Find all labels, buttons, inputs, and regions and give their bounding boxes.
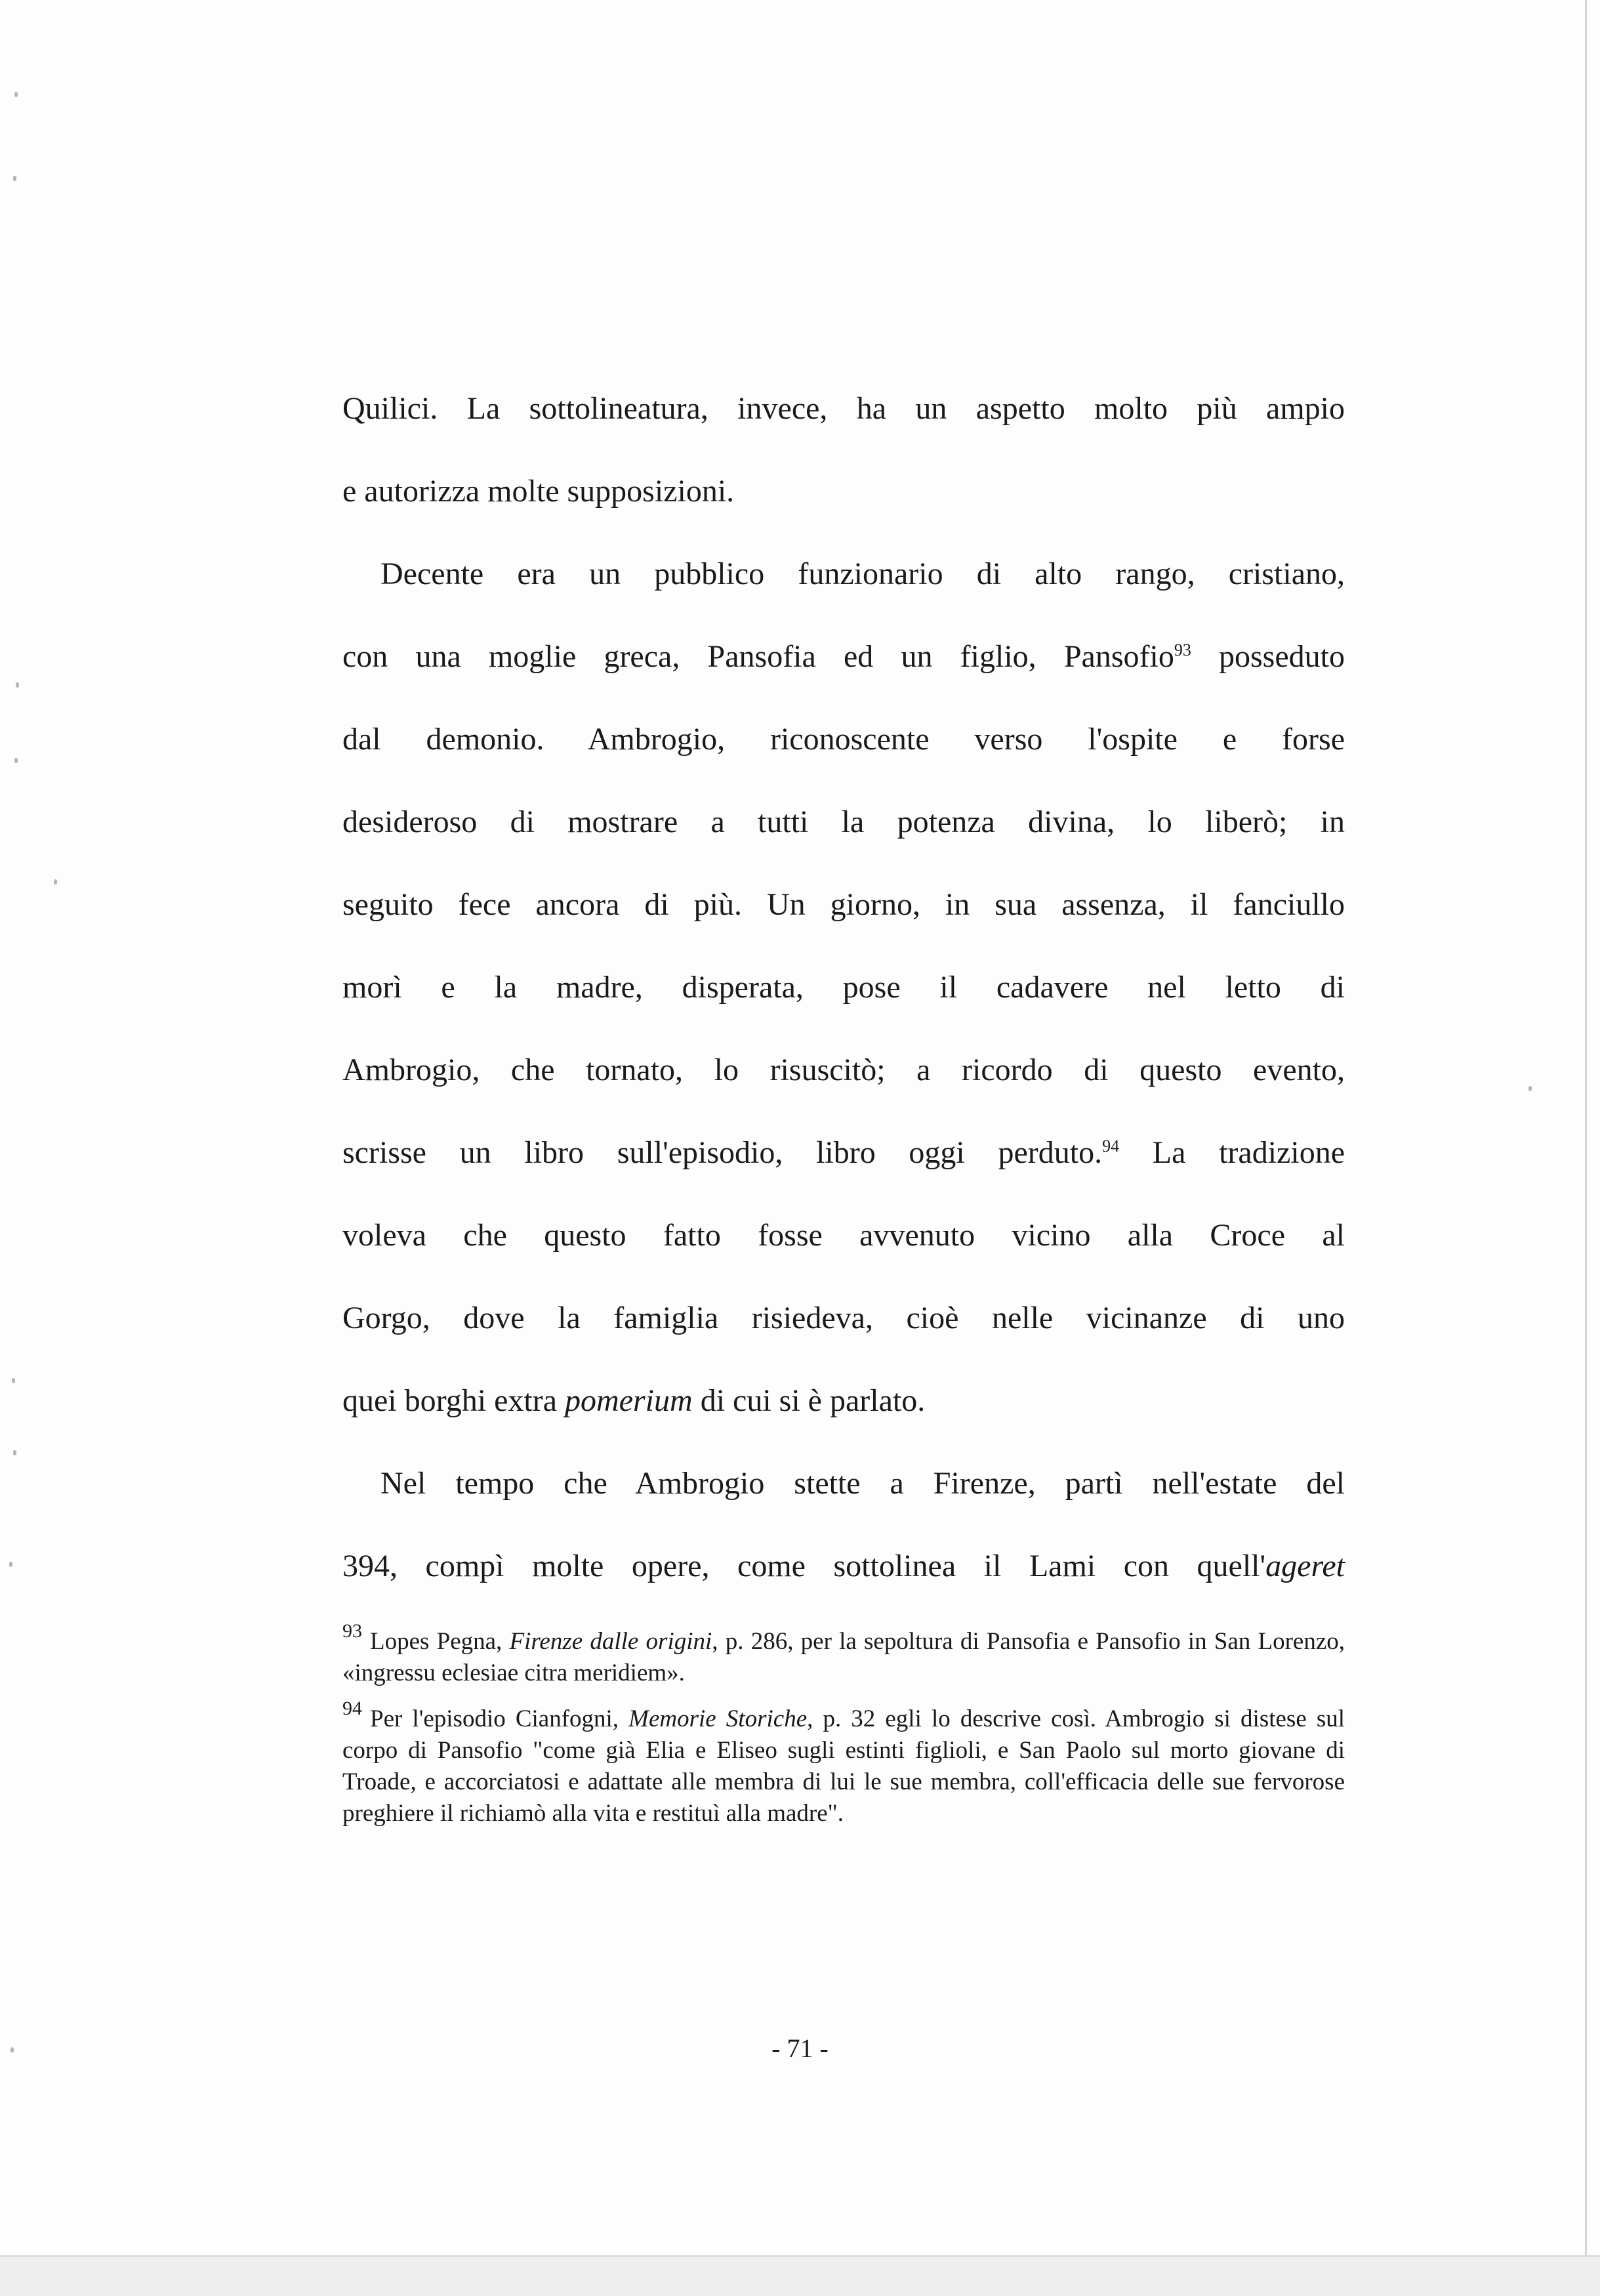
text-line: Nel tempo che Ambrogio stette a Firenze, partì nell'estate del [380, 1466, 1345, 1501]
page-edge-shadow [1585, 0, 1587, 2257]
footnote-number: 94 [342, 1698, 362, 1719]
text-line: e autorizza molte supposizioni. [342, 474, 735, 509]
footnote-94 [342, 1693, 1345, 1829]
footnote-lead: Lopes Pegna, [370, 1628, 510, 1655]
footnote-rest: , p. 32 egli lo descrive così. Ambrogio si distese sul corpo di Pansofio "come già Elia e Eliseo sugli estinti figlioli, e San Paolo sul morto giovane di Troade, e accorciatosi e adattate alle membra di lui le sue membra, coll'efficacia delle sue fervorose preghiere il richiamò alla vita e restituì alla madre". [342, 1705, 1345, 1827]
text-line: Quilici. La sottolineatura, invece, ha un aspetto molto più ampio [342, 391, 1345, 426]
footnote-title: Memorie Storiche [628, 1705, 808, 1732]
scan-speck [1528, 1086, 1532, 1091]
scan-speck [14, 92, 18, 97]
footnote-ref-93[interactable]: 93 [1174, 640, 1191, 659]
scan-speck [12, 1378, 15, 1383]
text-line: dal demonio. Ambrogio, riconoscente verso l'ospite e forse [342, 722, 1345, 757]
text-line [342, 616, 1345, 698]
footnote-93 [342, 1616, 1345, 1689]
line-text: 394, compì molte opere, come sottolinea il Lami con quell' [342, 1549, 1266, 1583]
scan-speck [13, 176, 16, 181]
italic-term: ageret [1265, 1549, 1345, 1583]
page-number: - 71 - [771, 2034, 829, 2063]
scan-background-strip [0, 2255, 1600, 2296]
paragraph-1 [342, 367, 1345, 533]
text-line: Decente era un pubblico funzionario di alto rango, cristiano, [380, 556, 1345, 591]
paragraph-3 [342, 1442, 1345, 1608]
footnote-lead: Per l'episodio Cianfogni, [370, 1705, 629, 1732]
line-text: La tradizione [1119, 1135, 1345, 1170]
text-line [342, 1525, 1345, 1608]
text-line: seguito fece ancora di più. Un giorno, in sua assenza, il fanciullo [342, 887, 1345, 922]
scan-speck [14, 758, 18, 763]
line-text: con una moglie greca, Pansofia ed un figlio, Pansofio [342, 639, 1174, 674]
text-line: Gorgo, dove la famiglia risiedeva, cioè nelle vicinanze di uno [342, 1301, 1345, 1335]
line-text: posseduto [1191, 639, 1345, 674]
italic-term: pomerium [565, 1383, 693, 1418]
paragraph-2 [342, 533, 1345, 1442]
line-text: quei borghi extra [342, 1383, 558, 1418]
text-line: morì e la madre, disperata, pose il cadavere nel letto di [342, 970, 1345, 1005]
footnote-title: Firenze dalle origini [509, 1628, 712, 1655]
text-line: desideroso di mostrare a tutti la potenza divina, lo liberò; in [342, 804, 1345, 839]
text-line [342, 1360, 1345, 1442]
line-text: scrisse un libro sull'episodio, libro oggi perduto. [342, 1135, 1103, 1170]
footnote-ref-94[interactable]: 94 [1102, 1137, 1120, 1156]
text-line: Ambrogio, che tornato, lo risuscitò; a ricordo di questo evento, [342, 1053, 1345, 1087]
scan-speck [54, 879, 57, 885]
text-line [342, 1112, 1345, 1194]
scan-speck [13, 1450, 16, 1455]
text-line: voleva che questo fatto fosse avvenuto vicino alla Croce al [342, 1218, 1345, 1253]
main-text [342, 367, 1345, 1608]
footnote-number: 93 [342, 1620, 362, 1642]
scan-speck [16, 682, 19, 688]
footnotes [342, 1616, 1345, 1833]
footnote-rest: , p. 286, per la sepoltura di Pansofia e Pansofio in San Lorenzo, «ingressu eclesiae citra meridiem». [342, 1628, 1345, 1686]
line-text: di cui si è parlato. [692, 1383, 926, 1418]
scan-speck [9, 1562, 12, 1567]
